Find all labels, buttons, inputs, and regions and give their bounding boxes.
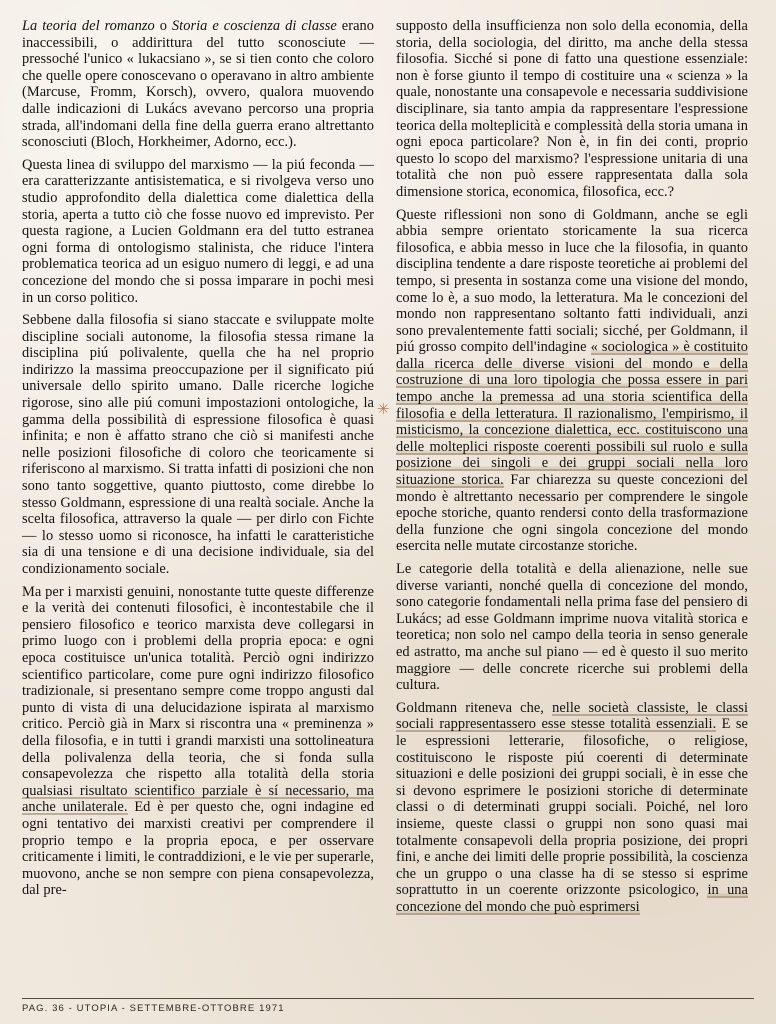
underlined-text: nelle società classiste, le classi sociali rappresentassero esse stesse totalità essenziali.: [396, 699, 748, 733]
paragraph: Goldmann riteneva che, nelle società classiste, le classi sociali rappresentassero esse stesse totalità essenziali. E se le espressioni letterarie, filosofiche, o religiose, costituiscono le risposte piú coerenti di determinate situazioni e delle posizioni dei gruppi sociali, è in esse che si devono esprimere le posizioni storiche di determinate classi o di determinati gruppi sociali. Poiché, nel loro insieme, queste classi o gruppi non sono quasi mai totalmente consapevoli della propria posizione, dei propri fini, e anche dei limiti delle proprie possibilità, la coscienza che un gruppo o una classe ha di se stesso si esprime soprattutto in un coerente orizzonte psicologico, in una concezione del mondo che può esprimersi: [396, 699, 748, 915]
page-footer: PAG. 36 - UTOPIA - SETTEMBRE-OTTOBRE 1971: [22, 998, 754, 1014]
left-column: [22, 18, 374, 980]
two-column-body: [22, 18, 754, 980]
underlined-text: in una concezione del mondo che può esprimersi: [396, 882, 748, 915]
paragraph: Queste riflessioni non sono di Goldmann, anche se egli abbia sempre orientato storicamente la sua ricerca filosofica, e abbia messo in luce che la filosofia, in quanto disciplina tendente a dare risposte teoretiche ai problemi del tempo, si presenta in sostanza come una visione del mondo, come lo è, a suo modo, la letteratura. Ma le concezioni del mondo non rappresentano soltanto fatti individuali, anzi sono prevalentemente fatti sociali; sicché, per Goldmann, il piú grosso compito dell'indagine « sociologica » è costituito dalla ricerca delle diverse visioni del mondo e della costruzione di una loro tipologia che possa essere in pari tempo anche la premessa ad una storia scientifica della filosofia e della letteratura. Il razionalismo, l'empirismo, il misticismo, la concezione dialettica, ecc. costituiscono una delle molteplici risposte coerenti possibili sul ruolo e sulla posizione dei singoli e dei gruppi sociali nella loro situazione storica. Far chiarezza su queste concezioni del mondo è altrettanto necessario per comprendere le singole epoche storiche, quanto rendersi conto della trasformazione della funzione che ogni singola concezione del mondo esercita nelle mutate circostanze storiche.: [396, 206, 748, 555]
paragraph: Le categorie della totalità e della alienazione, nelle sue diverse varianti, nonché quella di concezione del mondo, sono categorie fondamentali nella prima fase del pensiero di Lukács; ad esse Goldmann imprime nuova vitalità storica e teoretica; non solo nel campo della teoria in senso generale ed astratto, ma anche sul piano — ed è questo il suo merito maggiore — delle concrete ricerche sui problemi della cultura.: [396, 561, 748, 694]
paragraph: Questa linea di sviluppo del marxismo — la piú feconda — era caratterizzante antisistematica, e si rivolgeva verso uno studio approfondito della dialettica come dialettica della storia, aperta a tutto ciò che fosse nuovo ed imprevisto. Per questa ragione, a Lucien Goldmann era del tutto estranea ogni forma di ontologismo stalinista, che riduce l'intera problematica teorica ad un esiguo numero di leggi, e ad una concezione del mondo che si possa imparare in pochi mesi in un corso politico.: [22, 156, 374, 306]
underlined-text: « sociologica » è costituito dalla ricerca delle diverse visioni del mondo e della costruzione di una loro tipologia che possa essere in pari tempo anche la premessa ad una storia scientifica della filosofia e della letteratura. Il razionalismo, l'empirismo, il misticismo, la concezione dialettica, ecc. costituiscono una delle molteplici risposte coerenti possibili sul ruolo e sulla posizione dei singoli e dei gruppi sociali nella loro situazione storica.: [396, 339, 748, 489]
asterisk-mark-icon: ✳: [377, 402, 390, 418]
book-title-1: La teoria del romanzo: [22, 18, 155, 34]
paragraph: Sebbene dalla filosofia si siano staccate e sviluppate molte discipline sociali autonome, la filosofia stessa rimane la disciplina piú polivalente, quella che ha nel proprio indirizzo la massima preoccupazione per il significato piú universale dello spirito umano. Dalle ricerche logiche rigorose, sino alle piú comuni impostazioni ontologiche, la gamma della possibilità di espressione filosofica è quasi infinita; e non è affatto strano che ciò si manifesti anche nelle posizioni filosofiche di coloro che teoricamente si riferiscono al marxismo. Si tratta infatti di posizioni che non sono tanto soggettive, quanto piuttosto, come direbbe lo stesso Goldmann, espressione di una realtà sociale. Anche la scelta filosofica, attraverso la quale — per dirlo con Fichte — lo stesso uomo si riconosce, ha infatti le caratteristiche sia di una tensione e di una decisione individuale, sia del condizionamento sociale.: [22, 312, 374, 577]
right-column: [396, 18, 748, 980]
paragraph: La teoria del romanzo o Storia e coscienza di classe erano inaccessibili, o addirittura del tutto sconosciute — pressoché l'unico « lukacsiano », se si tien conto che coloro che quelle opere conoscevano o operavano in altro ambiente (Marcuse, Fromm, Korsch), ovvero, qualora muovendo dalle indicazioni di Lukács avevano percorso una propria strada, all'indomani della fine della guerra erano altrettanto sconosciuti (Bloch, Horkheimer, Adorno, ecc.).: [22, 18, 374, 151]
book-title-2: Storia e coscienza di classe: [171, 18, 337, 34]
paragraph: supposto della insufficienza non solo della economia, della storia, della sociologia, del diritto, ma anche della stessa filosofia. Sicché si pone di fatto una questione essenziale: non è forse giunto il tempo di costituire una « scienza » la quale, nonostante una consapevole e necessaria suddivisione disciplinare, sia tanto ampia da rappresentare l'espressione teorica della molteplicità e complessità della storia umana in ogni epoca particolare? Non è, in fin dei conti, proprio questo lo scopo del marxismo? l'espressione unitaria di una totalità che non può essere rappresentata dalla sola dimensione storica, economica, filosofica, ecc.?: [396, 18, 748, 200]
underlined-text: qualsiasi risultato scientifico parziale è sí necessario, ma anche unilaterale.: [22, 782, 374, 816]
paragraph: Ma per i marxisti genuini, nonostante tutte queste differenze e la verità dei contenuti filosofici, è incontestabile che il pensiero filosofico e teorico marxista deve collegarsi in primo luogo con i problemi della propria epoca: e ogni epoca costituisce un'unica totalità. Perciò ogni indirizzo scientifico particolare, come pure ogni indirizzo filosofico tradizionale, si presentano sempre come troppo angusti dal punto di vista di una delucidazione ispirata al marxismo critico. Perciò già in Marx si riscontra una « preminenza » della filosofia, e in tutti i grandi marxisti una sottolineatura della polivalenza della teoria, che si fonda sulla consapevolezza che rispetto alla totalità della storia qualsiasi risultato scientifico parziale è sí necessario, ma anche unilaterale. Ed è per questo che, ogni indagine ed ogni tentativo dei marxisti creativi per comprendere il proprio tempo e la propria epoca, e per osservare criticamente i limiti, le contraddizioni, e le vie per superarle, muovono, anche se non sempre con piena consapevolezza, dal pre-: [22, 583, 374, 899]
